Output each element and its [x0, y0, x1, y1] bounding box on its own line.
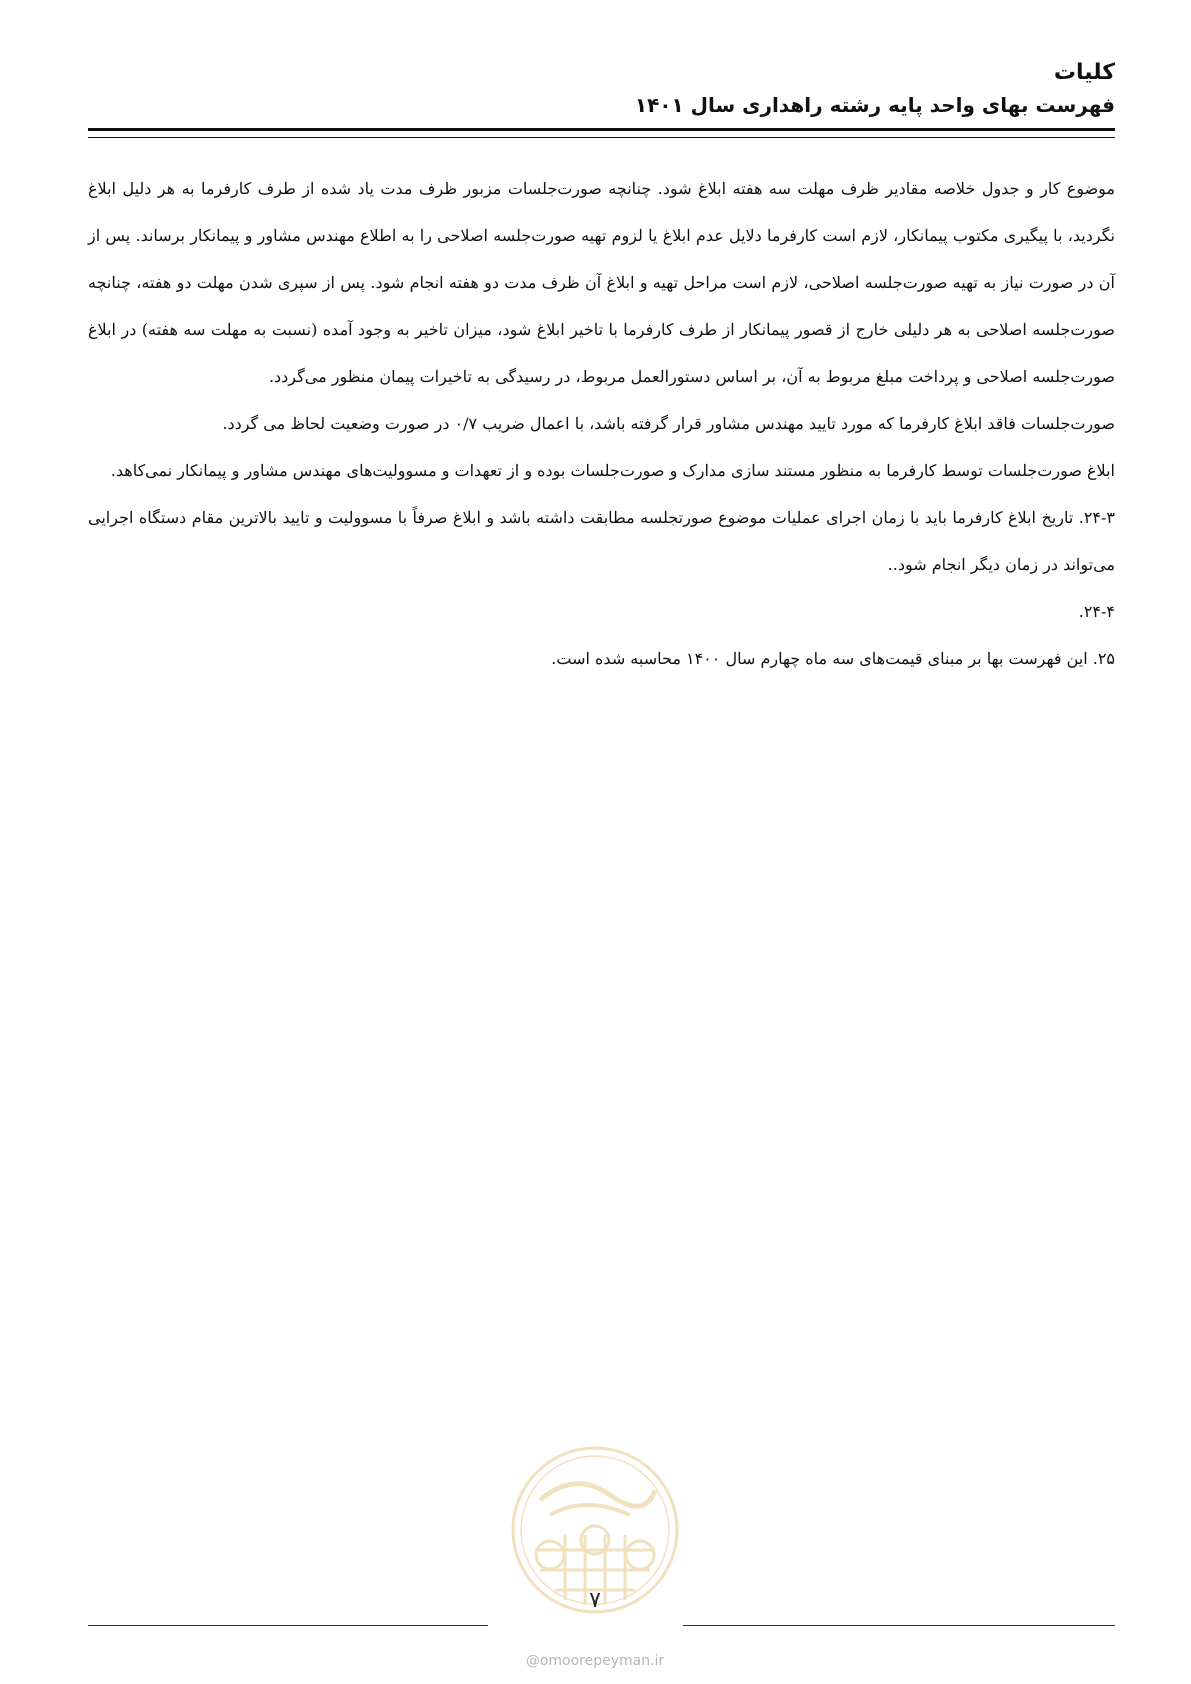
footer-divider-left	[88, 1625, 488, 1626]
paragraph-3: ابلاغ صورت‌جلسات توسط کارفرما به منظور مستند سازی مدارک و صورت‌جلسات بوده و از تعهدات و مسوولیت‌های مهندس مشاور و پیمانکار نمی‌کاهد.	[110, 461, 1115, 480]
watermark-url: @omoorepeyman.ir	[525, 1653, 665, 1669]
paragraph-4: ۲۴-۳. تاریخ ابلاغ کارفرما باید با زمان اجرای عملیات موضوع صورتجلسه مطابقت داشته باشد و ابلاغ صرفاً با مسوولیت و تایید بالاترین مقام دستگاه اجرایی می‌تواند در زمان دیگر انجام شود..	[88, 508, 1115, 574]
footer-divider-right	[683, 1625, 1115, 1626]
paragraph-2: صورت‌جلسات فاقد ابلاغ کارفرما که مورد تایید مهندس مشاور قرار گرفته باشد، با اعمال ضریب ۰/۷ در صورت وضعیت لحاظ می گردد.	[222, 414, 1115, 433]
page-header	[88, 58, 1115, 122]
body-text	[88, 165, 1115, 682]
paragraph-6: ۲۵. این فهرست بها بر مبنای قیمت‌های سه ماه چهارم سال ۱۴۰۰ محاسبه شده است.	[551, 649, 1115, 668]
paragraph-5: ۲۴-۴.	[1078, 602, 1115, 621]
section-title: کلیات	[1053, 60, 1115, 85]
paragraph-1: موضوع کار و جدول خلاصه مقادیر ظرف مهلت سه هفته ابلاغ شود. چنانچه صورت‌جلسات مزبور ظرف مدت یاد شده از طرف کارفرما به هر دلیل ابلاغ نگردید، با پیگیری مکتوب پیمانکار، لازم است کارفرما دلایل عدم ابلاغ یا لزوم تهیه صورت‌جلسه اصلاحی را به اطلاع مهندس مشاور و پیمانکار برساند. پس از آن در صورت نیاز به تهیه صورت‌جلسه اصلاحی، لازم است مراحل تهیه و ابلاغ آن ظرف مدت دو هفته انجام شود. پس از سپری شدن مهلت دو هفته، چنانچه صورت‌جلسه اصلاحی به هر دلیلی خارج از قصور پیمانکار از طرف کارفرما با تاخیر ابلاغ شود، میزان تاخیر به وجود آمده (نسبت به مهلت سه هفته) در ابلاغ صورت‌جلسه اصلاحی و پرداخت مبلغ مربوط به آن، بر اساس دستورالعمل مربوط، در رسیدگی به تاخیرات پیمان منظور می‌گردد.	[88, 179, 1116, 386]
header-divider	[88, 128, 1115, 138]
page-number: ۷	[589, 1588, 601, 1613]
document-subtitle: فهرست بهای واحد پایه رشته راهداری سال ۱۴۰۱	[634, 93, 1115, 117]
